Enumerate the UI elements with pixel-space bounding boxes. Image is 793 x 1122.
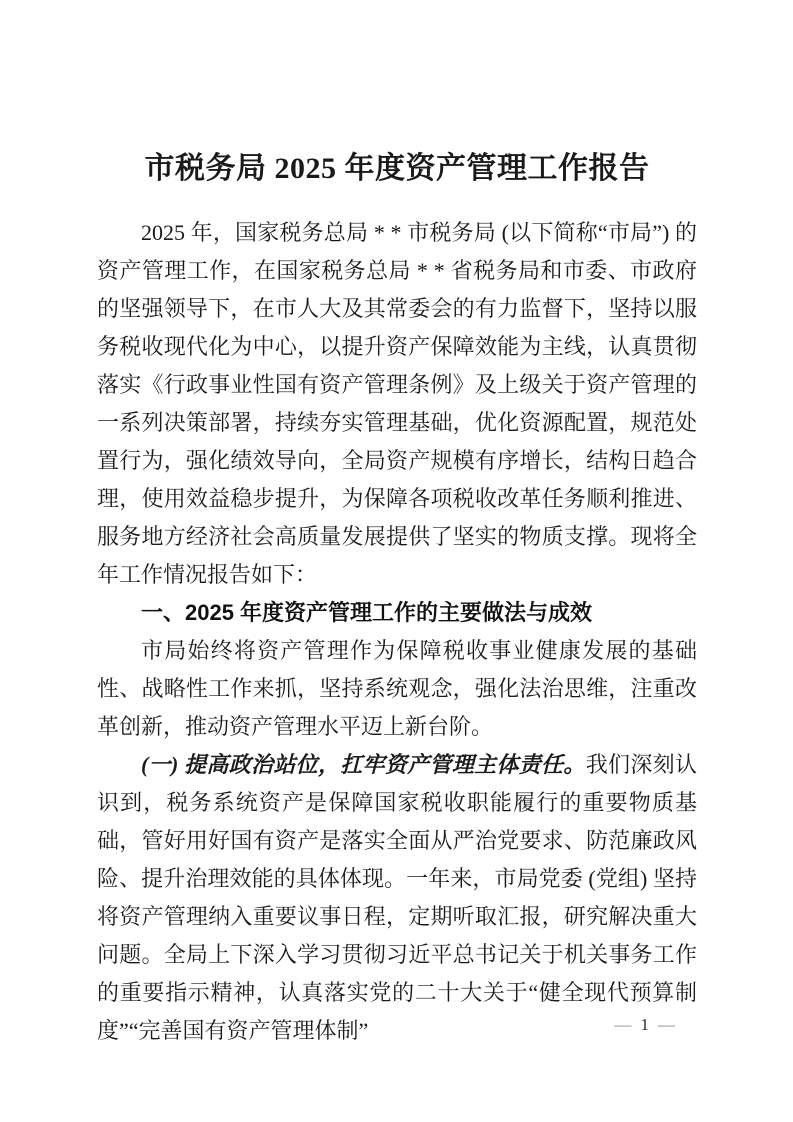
page-number-right-dash: — xyxy=(658,1015,675,1034)
intro-paragraph: 2025 年，国家税务总局 * * 市税务局 (以下简称“市局”) 的资产管理工作，在国家税务总局 * * 省税务局和市委、市政府的坚强领导下，在市人大及其常委会的有力监督下，坚持以服务税收现代化为中心，以提升资产保障效能为主线，认真贯彻落实《行政事业性国有资产管理条例》及上级关于资产管理的一系列决策部署，持续夯实管理基础，优化资源配置，规范处置行为，强化绩效导向，全局资产规模有序增长，结构日趋合理，使用效益稳步提升，为保障各项税收改革任务顺利推进、服务地方经济社会高质量发展提供了坚实的物质支撑。现将全年工作情况报告如下： xyxy=(97,220,697,587)
page-number-value: 1 xyxy=(640,1015,649,1034)
subsection-1-lead: (一) 提高政治站位，扛牢资产管理主体责任。 xyxy=(141,752,586,777)
subsection-1-body: 我们深刻认识到，税务系统资产是保障国家税收职能履行的重要物质基础，管好用好国有资产是落实全面从严治党要求、防范廉政风险、提升治理效能的具体体现。一年来，市局党委 (党组) 坚持将资产管理纳入重要议事日程，定期听取汇报，研究解决重大问题。全局上下深入学习贯彻习近平总书记关于机关事务工作的重要指示精神，认真落实党的二十大关于“健全现代预算制度”“完善国有资产管理体制” xyxy=(97,752,697,1043)
page-number xyxy=(615,1015,676,1035)
document-title: 市税务局 2025 年度资产管理工作报告 xyxy=(144,152,650,185)
section-1-heading: 一、2025 年度资产管理工作的主要做法与成效 xyxy=(141,600,593,625)
subsection-1-paragraph xyxy=(97,746,697,1050)
page-number-left-dash: — xyxy=(614,1015,632,1034)
document-content xyxy=(97,148,697,1050)
section-1-overview-paragraph: 市局始终将资产管理作为保障税收事业健康发展的基础性、战略性工作来抓，坚持系统观念，强化法治思维，注重改革创新，推动资产管理水平迈上新台阶。 xyxy=(97,638,697,739)
